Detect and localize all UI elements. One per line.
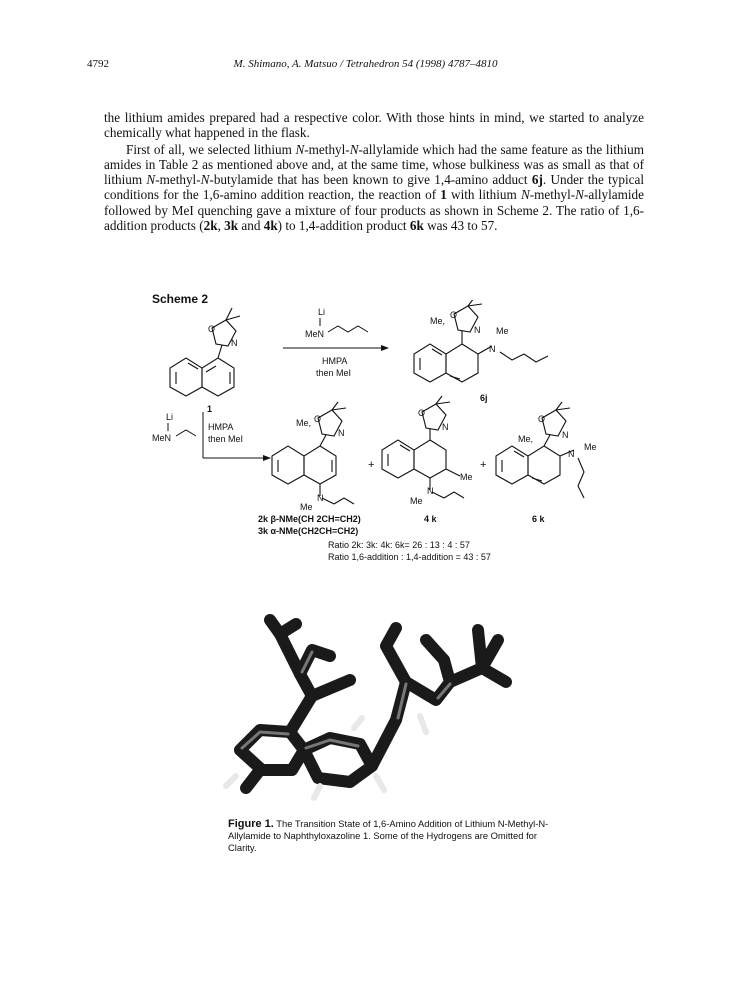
caption-text: The Transition State of 1,6-Amino Addition of Lithium N-Methyl-N-Allylamide to Naphthyloxazoline 1. Some of the Hydrogens are Omitted for Clarity.	[228, 818, 549, 853]
figure-caption	[228, 818, 558, 854]
atom-label-n: N	[474, 325, 481, 335]
compound-1-structure	[170, 308, 240, 396]
ratio-line-2: Ratio 1,6-addition : 1,4-addition = 43 : 57	[328, 552, 491, 562]
atom-label-n: N	[427, 486, 434, 496]
atom-label-me: Me	[460, 472, 473, 482]
condition-hmpa-2: HMPA	[208, 422, 234, 432]
text-run: and	[238, 218, 264, 234]
compound-label-1: 1	[207, 404, 213, 414]
compound-ref: 2k	[203, 218, 218, 234]
condition-mei-1: then MeI	[316, 368, 352, 378]
compound-label-4k: 4 k	[424, 514, 437, 524]
atom-label-n: N	[568, 449, 575, 459]
italic-n: N	[575, 187, 584, 203]
text-run: ) to 1,4-addition product	[277, 218, 410, 234]
label-3k: 3k α-NMe(CH2CH=CH2)	[258, 526, 359, 536]
atom-label-n: N	[317, 493, 324, 503]
atom-label-n: N	[338, 428, 345, 438]
compound-ref: 6k	[409, 218, 424, 234]
compound-label-6j: 6j	[480, 393, 488, 403]
running-head: M. Shimano, A. Matsuo / Tetrahedron 54 (1998) 4787–4810	[233, 58, 498, 70]
compound-ref: 6j	[531, 172, 543, 188]
compound-6j-structure	[414, 300, 548, 382]
caption-label: Figure 1.	[228, 818, 274, 830]
italic-n: N	[200, 172, 210, 188]
compound-ref: 1	[440, 187, 447, 203]
atom-label-o: O	[538, 414, 546, 424]
text-run: -methyl-	[155, 172, 201, 188]
atom-label-me: Me,	[518, 434, 534, 444]
compound-ref: 4k	[263, 218, 278, 234]
condition-hmpa-1: HMPA	[322, 356, 348, 366]
text-run: -methyl-	[304, 141, 350, 157]
page-number: 4792	[87, 58, 109, 70]
scheme-label: Scheme 2	[152, 292, 209, 306]
italic-n: N	[349, 141, 359, 157]
atom-label-me: Me,	[430, 316, 446, 326]
atom-label-o: O	[450, 310, 458, 320]
reagent-li: Li	[166, 412, 174, 422]
paragraph-2	[104, 142, 644, 234]
compound-2k-3k-structure	[272, 402, 354, 504]
text-run: . Under the typical conditions for the 1,6-amino addition reaction, the reaction of	[104, 172, 645, 203]
atom-label-o: O	[418, 408, 426, 418]
atom-label-me: Me	[584, 442, 597, 452]
text-run: was 43 to 57.	[423, 218, 498, 234]
italic-n: N	[295, 141, 305, 157]
reagent-men: MeN	[305, 329, 325, 339]
atom-label-n: N	[489, 344, 496, 354]
paragraph-1: the lithium amides prepared had a respective color. With those hints in mind, we started to analyze chemically what happened in the flask.	[104, 110, 644, 141]
plus-sign: +	[368, 459, 375, 471]
ratio-line-1: Ratio 2k: 3k: 4k: 6k= 26 : 13 : 4 : 57	[328, 540, 470, 550]
scheme-2-diagram	[0, 300, 731, 600]
body-text	[104, 110, 644, 233]
italic-n: N	[520, 187, 530, 203]
atom-label-n: N	[442, 422, 449, 432]
italic-n: N	[146, 172, 156, 188]
compound-ref: 3k	[224, 218, 239, 234]
plus-sign: +	[480, 459, 487, 471]
text-run: -allylamide which had the same feature as the lithium amides in Table 2 as mentioned above and, at the same time, whose bulkiness was as small as that of lithium	[104, 141, 645, 188]
atom-label-me: Me	[410, 496, 423, 506]
text-run: -allylamide followed by MeI quenching gave a mixture of four products as shown in Scheme 2. The ratio of 1,6-addition products (	[104, 187, 645, 234]
condition-mei-2: then MeI	[208, 434, 244, 444]
text-run: -methyl-	[529, 187, 576, 203]
label-2k: 2k β-NMe(CH 2CH=CH2)	[258, 514, 361, 524]
atom-label-me: Me	[300, 502, 313, 512]
atom-label-o: O	[208, 324, 216, 334]
reagent-men: MeN	[152, 433, 172, 443]
reagent-li: Li	[318, 307, 326, 317]
transition-state-model	[200, 600, 530, 810]
compound-label-6k: 6 k	[532, 514, 545, 524]
text-run: ,	[217, 218, 225, 234]
atom-label-n: N	[562, 430, 569, 440]
text-run: -butylamide that has been known to give 1,4-amino adduct	[209, 172, 532, 188]
atom-label-o: O	[314, 414, 322, 424]
atom-label-me: Me	[496, 326, 509, 336]
atom-label-me: Me,	[296, 418, 312, 428]
text-run: First of all, we selected lithium	[126, 141, 296, 157]
atom-label-n: N	[231, 338, 238, 348]
text-run: with lithium	[446, 187, 521, 203]
